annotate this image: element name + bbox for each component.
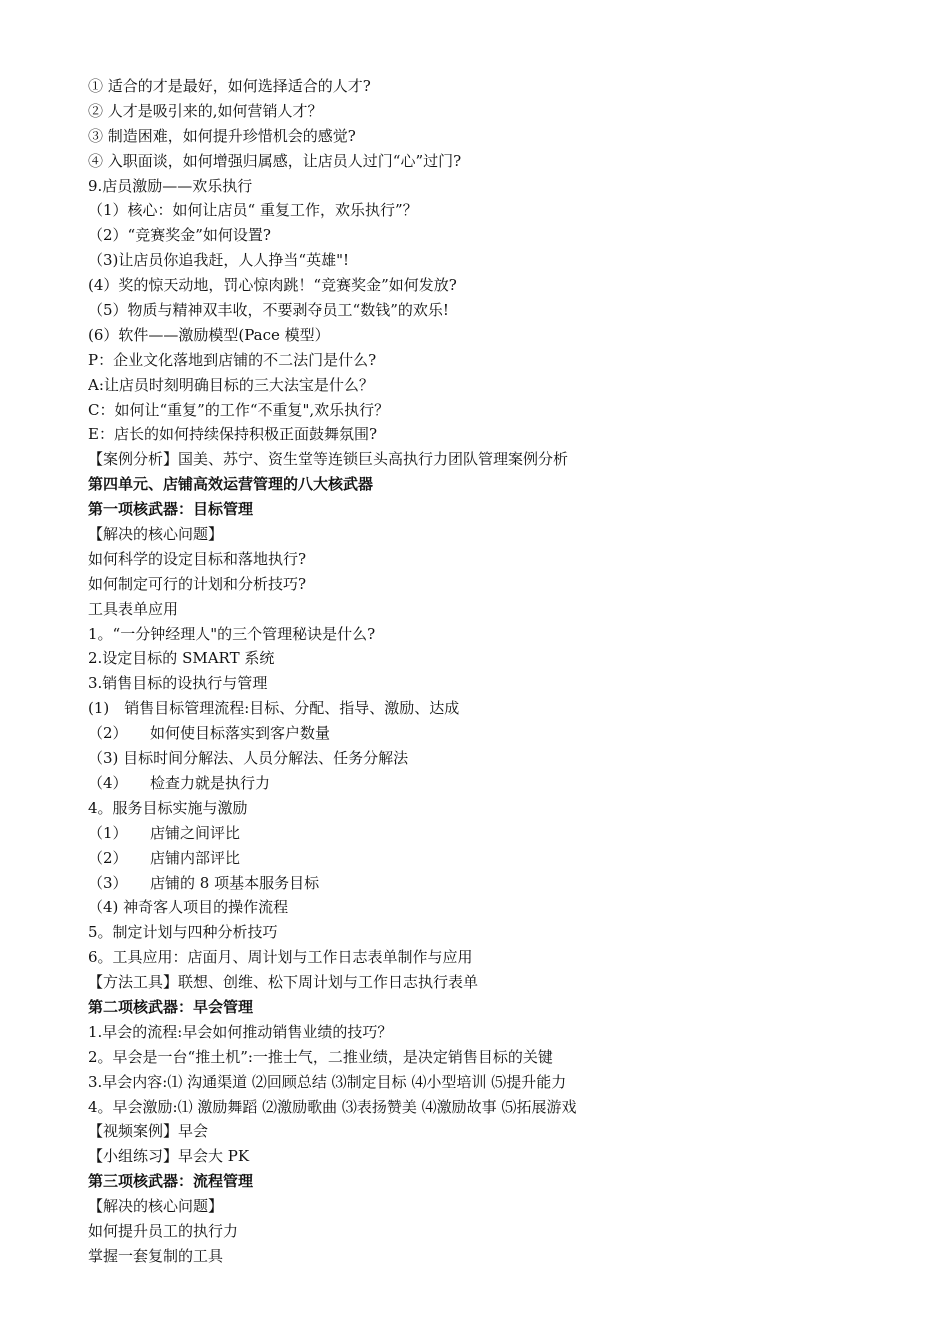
text-line: 9.店员激励——欢乐执行 bbox=[88, 176, 253, 195]
text-line: (4）奖的惊天动地，罚心惊肉跳！“竞赛奖金”如何发放? bbox=[88, 276, 457, 295]
text-line: （4） 检查力就是执行力 bbox=[88, 773, 271, 792]
text-line: 【小组练习】早会大 PK bbox=[88, 1147, 250, 1166]
section-heading: 第三项核武器：流程管理 bbox=[88, 1172, 254, 1191]
text-line: 3.销售目标的设执行与管理 bbox=[88, 674, 268, 693]
text-line: 如何提升员工的执行力 bbox=[88, 1221, 239, 1240]
text-line: 【视频案例】早会 bbox=[88, 1122, 209, 1141]
text-line: ① 适合的才是最好，如何选择适合的人才? bbox=[88, 77, 371, 95]
text-line: （3) 目标时间分解法、人员分解法、任务分解法 bbox=[88, 749, 409, 768]
text-line: ④ 入职面谈，如何增强归属感，让店员人过门“心”过门? bbox=[88, 151, 462, 170]
text-line: （4) 神奇客人项目的操作流程 bbox=[88, 898, 289, 917]
text-line: C：如何让“重复”的工作“不重复",欢乐执行？ bbox=[88, 400, 390, 419]
text-line: 1.早会的流程:早会如何推动销售业绩的技巧？ bbox=[88, 1022, 393, 1041]
section-heading: 第一项核武器：目标管理 bbox=[88, 500, 254, 519]
text-line: （1） 店铺之间评比 bbox=[88, 823, 241, 842]
text-line: P：企业文化落地到店铺的不二法门是什么? bbox=[88, 350, 377, 369]
text-line: 5。制定计划与四种分析技巧 bbox=[88, 923, 278, 942]
text-line: ③ 制造困难，如何提升珍惜机会的感觉? bbox=[88, 126, 356, 145]
text-line: ② 人才是吸引来的,如何营销人才？ bbox=[88, 101, 323, 120]
section-heading: 第四单元、店铺高效运营管理的八大核武器 bbox=[88, 475, 374, 494]
text-line: 如何科学的设定目标和落地执行? bbox=[88, 549, 307, 568]
text-line: （2） 如何使目标落实到客户数量 bbox=[88, 724, 331, 743]
text-line: 【解决的核心问题】 bbox=[88, 525, 224, 544]
section-heading: 第二项核武器：早会管理 bbox=[88, 997, 254, 1016]
text-line: 2.设定目标的 SMART 系统 bbox=[88, 649, 275, 668]
text-line: 6。工具应用：店面月、周计划与工作日志表单制作与应用 bbox=[88, 948, 473, 967]
text-line: 【方法工具】联想、创维、松下周计划与工作日志执行表单 bbox=[88, 973, 479, 992]
text-line: 2。早会是一台“推土机”:一推士气，二推业绩，是决定销售目标的关键 bbox=[88, 1047, 553, 1066]
text-line: 【案例分析】国美、苏宁、资生堂等连锁巨头高执行力团队管理案例分析 bbox=[88, 450, 569, 469]
text-line: 【解决的核心问题】 bbox=[88, 1197, 224, 1216]
text-line: 如何制定可行的计划和分析技巧? bbox=[88, 574, 307, 593]
text-line: 3.早会内容:⑴ 沟通渠道 ⑵回顾总结 ⑶制定目标 ⑷小型培训 ⑸提升能力 bbox=[88, 1072, 567, 1091]
text-line: 1。“一分钟经理人"的三个管理秘诀是什么? bbox=[88, 624, 376, 643]
text-line: （2）“竞赛奖金”如何设置? bbox=[88, 226, 271, 245]
text-line: （3） 店铺的 8 项基本服务目标 bbox=[88, 873, 320, 892]
text-line: (6）软件——激励模型(Pace 模型） bbox=[88, 325, 330, 344]
text-line: 4。早会激励:⑴ 激励舞蹈 ⑵激励歌曲 ⑶表扬赞美 ⑷激励故事 ⑸拓展游戏 bbox=[88, 1097, 577, 1116]
text-line: （3)让店员你追我赶，人人挣当“英雄"! bbox=[88, 251, 349, 270]
text-line: （5）物质与精神双丰收，不要剥夺员工“数钱”的欢乐! bbox=[88, 301, 449, 320]
text-line: 4。服务目标实施与激励 bbox=[88, 798, 248, 817]
text-line: （1）核心：如何让店员“ 重复工作，欢乐执行”？ bbox=[88, 201, 418, 220]
text-line: (1) 销售目标管理流程:目标、分配、指导、激励、达成 bbox=[88, 699, 460, 718]
text-line: 掌握一套复制的工具 bbox=[88, 1246, 224, 1265]
text-line: 工具表单应用 bbox=[88, 599, 179, 618]
text-line: E：店长的如何持续保持积极正面鼓舞氛围? bbox=[88, 425, 377, 444]
text-line: （2） 店铺内部评比 bbox=[88, 848, 241, 867]
document-page bbox=[88, 74, 928, 1269]
text-line: A:让店员时刻明确目标的三大法宝是什么？ bbox=[88, 375, 374, 394]
